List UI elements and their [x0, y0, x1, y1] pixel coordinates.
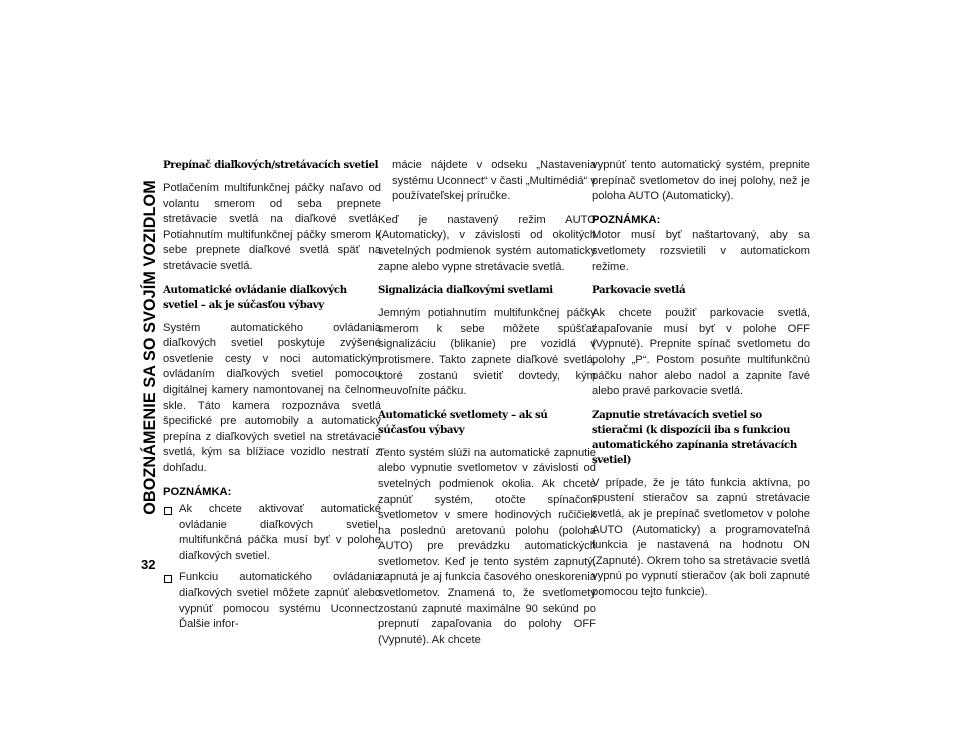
paragraph: V prípade, že je táto funkcia aktívna, po spustení stieračov sa zapnú stretávacie svetlá, ak je prepínač svetlometov v polohe AUTO (Automaticky) a programovateľná funkcia je nastavená na hodnotu ON (Zapnuté). Okrem toho sa stretávacie svetlá vypnú po vypnutí stieračov (ak boli zapnuté pomocou tejto funkcie).: [592, 476, 810, 598]
note-label: POZNÁMKA:: [592, 213, 661, 226]
column-right: [592, 158, 810, 608]
checkbox-bullet-icon: [164, 575, 172, 583]
heading-auto-high-beam: Automatické ovládanie diaľkových svetiel – ak je súčasťou výbavy: [163, 283, 347, 311]
page-number: 32: [141, 557, 156, 572]
bullet-text: Funkciu automatického ovládania diaľkových svetiel môžete zapnúť alebo vypnúť pomocou systému Uconnect. Ďalšie infor-: [179, 571, 381, 631]
heading-auto-headlights: Automatické svetlomety – ak sú súčasťou výbavy: [378, 408, 548, 436]
note-text: Motor musí byť naštartovaný, aby sa svetlomety rozsvietili v automatickom režime.: [592, 229, 810, 273]
heading-parking-lights: Parkovacie svetlá: [592, 284, 686, 297]
chapter-side-title: [136, 150, 164, 545]
paragraph-continued: vypnúť tento automatický systém, prepnite prepínač svetlometov do inej polohy, než je poloha AUTO (Automaticky).: [592, 159, 810, 203]
note-label: POZNÁMKA:: [163, 485, 232, 498]
paragraph: Potlačením multifunkčnej páčky naľavo od volantu smerom od seba prepnete stretávacie svetlá na diaľkové svetlá. Potiahnutím multifunkčnej páčky smerom k sebe prepnete diaľkové svetlá späť na stretávacie svetlá.: [163, 182, 381, 272]
chapter-side-title-text: OBOZNÁMENIE SA SO SVOJÍM VOZIDLOM: [140, 180, 159, 515]
bullet-item: [163, 502, 381, 564]
paragraph-continued: mácie nájdete v odseku „Nastavenia systému Uconnect“ v časti „Multimédiá“ v používateľskej príručke.: [392, 159, 596, 203]
bullet-item: [163, 570, 381, 632]
paragraph: Tento systém slúži na automatické zapnutie alebo vypnutie svetlometov v závislosti od svetelných podmienok okolia. Ak chcete zapnúť systém, otočte spínačom svetlometov v smere hodinových ručičiek na poslednú aretovanú polohu (poloha AUTO) pre prevádzku automatických svetlometov. Keď je tento systém zapnutý, zapnutá je aj funkcia časového oneskorenia svetlometov. Znamená to, že svetlomety zostanú zapnuté maximálne 90 sekúnd po prepnutí zapaľovania do polohy OFF (Vypnuté). Ak chcete: [378, 446, 596, 646]
paragraph: Keď je nastavený režim AUTO (Automaticky), v závislosti od okolitých svetelných podmienok systém automaticky zapne alebo vypne stretávacie svetlá.: [378, 213, 596, 273]
paragraph: Ak chcete použiť parkovacie svetlá, zapaľovanie musí byť v polohe OFF (Vypnuté). Prepnite spínač svetlometu do polohy „P“. Postom posuňte multifunkčnú páčku nahor alebo nadol a zapnite ľavé alebo pravé parkovacie svetlá.: [592, 307, 810, 398]
bullet-text: Ak chcete aktivovať automatické ovládanie diaľkových svetiel, multifunkčná páčka musí byť v polohe diaľkových svetiel.: [179, 503, 381, 562]
paragraph: Systém automatického ovládania diaľkových svetiel poskytuje zvýšené osvetlenie cesty v noci automatickým ovládaním diaľkových svetiel pomocou digitálnej kamery namontovanej na čelnom skle. Táto kamera rozpoznáva svetlá špecifické pre automobily a automaticky prepína z diaľkových svetiel na stretávacie svetlá, kým sa blížiace vozidlo nestratí z dohľadu.: [163, 321, 381, 474]
heading-high-low-beam: Prepínač diaľkových/stretávacích svetiel: [163, 159, 379, 171]
heading-wiper-headlights: Zapnutie stretávacích svetiel so stieračmi (k dispozícii iba s funkciou automatického zapínania stretávacích svetiel): [592, 408, 797, 466]
column-middle: [378, 158, 596, 656]
column-left: [163, 158, 381, 639]
heading-flash-to-pass: Signalizácia diaľkovými svetlami: [378, 284, 553, 297]
checkbox-bullet-icon: [164, 507, 172, 515]
paragraph: Jemným potiahnutím multifunkčnej páčky smerom k sebe môžete spúšťať signalizáciu (blikanie) pre vozidlá v protismere. Takto zapnete diaľkové svetlá, ktoré zostanú svietiť dovtedy, kým neuvoľníte páčku.: [378, 307, 596, 398]
